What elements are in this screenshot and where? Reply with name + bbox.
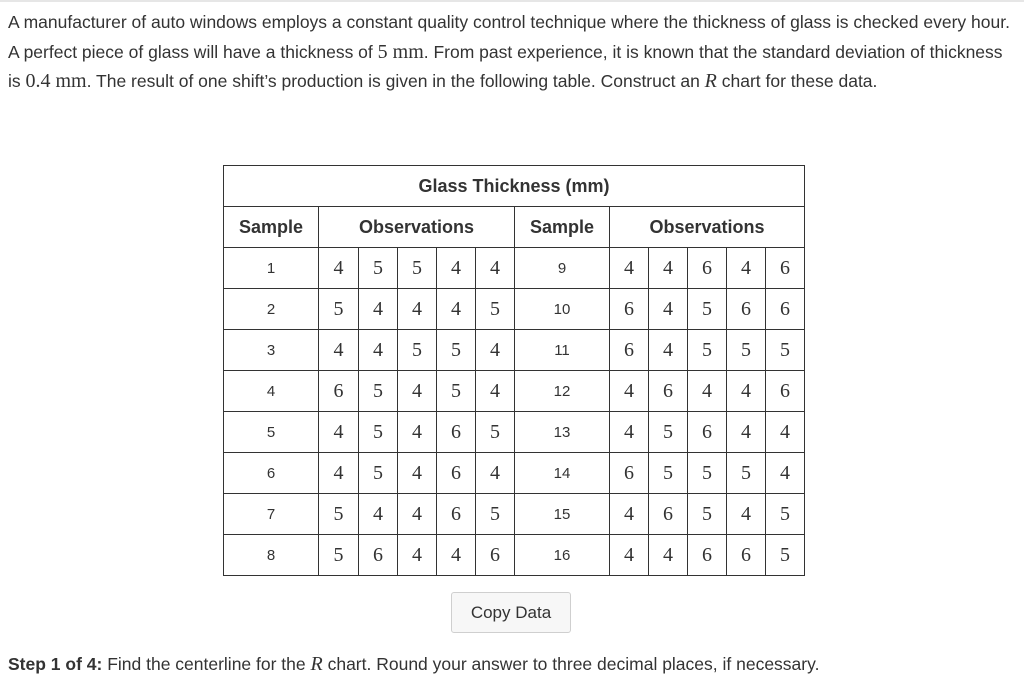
observation-cell: 6 (319, 371, 359, 412)
observation-cell: 4 (610, 371, 649, 412)
observation-cell: 4 (398, 289, 437, 330)
observation-cell: 6 (766, 289, 805, 330)
observation-cell: 4 (649, 289, 688, 330)
sample-number: 1 (224, 248, 319, 289)
table-row (224, 412, 805, 453)
observation-cell: 4 (359, 330, 398, 371)
sample-number: 14 (515, 453, 610, 494)
observation-cell: 4 (398, 371, 437, 412)
header-observations-right: Observations (610, 207, 805, 248)
observation-cell: 6 (359, 535, 398, 576)
observation-cell: 4 (398, 494, 437, 535)
observation-cell: 4 (398, 412, 437, 453)
observation-cell: 5 (359, 371, 398, 412)
observation-cell: 5 (319, 535, 359, 576)
observation-cell: 4 (766, 453, 805, 494)
step-r-symbol: R (310, 653, 323, 675)
observation-cell: 5 (359, 248, 398, 289)
table-row (224, 248, 805, 289)
observation-cell: 6 (610, 453, 649, 494)
observation-cell: 5 (649, 412, 688, 453)
observation-cell: 5 (766, 330, 805, 371)
problem-text-2: . From past experience, it is known that the standard deviation of thickness is (8, 41, 1003, 91)
thickness-value: 5 mm (377, 40, 424, 63)
observation-cell: 4 (319, 330, 359, 371)
observation-cell: 5 (398, 248, 437, 289)
sample-number: 9 (515, 248, 610, 289)
step-text-2: chart. Round your answer to three decimal places, if necessary. (322, 654, 820, 674)
observation-cell: 5 (476, 494, 515, 535)
observation-cell: 4 (319, 453, 359, 494)
observation-cell: 5 (359, 412, 398, 453)
sample-number: 10 (515, 289, 610, 330)
observation-cell: 5 (476, 412, 515, 453)
observation-cell: 4 (437, 289, 476, 330)
observation-cell: 5 (437, 330, 476, 371)
table-row (224, 330, 805, 371)
observation-cell: 6 (766, 248, 805, 289)
sample-number: 8 (224, 535, 319, 576)
table-row (224, 453, 805, 494)
std-dev-value: 0.4 mm (25, 70, 87, 92)
observation-cell: 4 (727, 412, 766, 453)
sample-number: 2 (224, 289, 319, 330)
observation-cell: 6 (766, 371, 805, 412)
step-text-1: Find the centerline for the (102, 654, 311, 674)
observation-cell: 6 (437, 412, 476, 453)
r-symbol: R (704, 70, 717, 92)
observation-cell: 6 (688, 535, 727, 576)
observation-cell: 5 (688, 330, 727, 371)
observation-cell: 4 (727, 248, 766, 289)
sample-number: 13 (515, 412, 610, 453)
observation-cell: 4 (359, 289, 398, 330)
observation-cell: 6 (476, 535, 515, 576)
observation-cell: 6 (727, 535, 766, 576)
observation-cell: 6 (610, 289, 649, 330)
observation-cell: 4 (688, 371, 727, 412)
header-observations-left: Observations (319, 207, 515, 248)
observation-cell: 5 (359, 453, 398, 494)
observation-cell: 5 (398, 330, 437, 371)
observation-cell: 4 (649, 248, 688, 289)
table-row (224, 535, 805, 576)
observation-cell: 6 (688, 248, 727, 289)
observation-cell: 5 (766, 494, 805, 535)
observation-cell: 6 (437, 494, 476, 535)
sample-number: 5 (224, 412, 319, 453)
observation-cell: 5 (727, 330, 766, 371)
problem-text-3: . The result of one shift’s production is given in the following table. Construct an (86, 71, 705, 91)
observation-cell: 4 (476, 248, 515, 289)
observation-cell: 4 (476, 371, 515, 412)
step-label: Step 1 of 4: (8, 654, 103, 674)
copy-data-button[interactable]: Copy Data (451, 592, 571, 633)
observation-cell: 4 (610, 535, 649, 576)
observation-cell: 6 (649, 371, 688, 412)
observation-cell: 5 (476, 289, 515, 330)
observation-cell: 4 (727, 371, 766, 412)
table-row (224, 289, 805, 330)
observation-cell: 6 (688, 412, 727, 453)
step-prompt (8, 650, 1018, 678)
observation-cell: 5 (727, 453, 766, 494)
problem-text-4: chart for these data. (716, 71, 878, 91)
observation-cell: 6 (610, 330, 649, 371)
observation-cell: 5 (688, 453, 727, 494)
observation-cell: 5 (437, 371, 476, 412)
observation-cell: 4 (727, 494, 766, 535)
observation-cell: 4 (610, 494, 649, 535)
top-divider (0, 0, 1024, 2)
sample-number: 7 (224, 494, 319, 535)
observation-cell: 4 (610, 248, 649, 289)
header-sample-right: Sample (515, 207, 610, 248)
observation-cell: 4 (398, 453, 437, 494)
observation-cell: 6 (649, 494, 688, 535)
observation-cell: 5 (649, 453, 688, 494)
sample-number: 12 (515, 371, 610, 412)
table-title: Glass Thickness (mm) (224, 166, 805, 207)
observation-cell: 4 (476, 330, 515, 371)
observation-cell: 5 (688, 494, 727, 535)
problem-statement (8, 8, 1018, 97)
header-sample-left: Sample (224, 207, 319, 248)
observation-cell: 6 (437, 453, 476, 494)
observation-cell: 5 (766, 535, 805, 576)
observation-cell: 5 (319, 289, 359, 330)
observation-cell: 4 (398, 535, 437, 576)
observation-cell: 4 (319, 248, 359, 289)
problem-text-1: A manufacturer of auto windows employs a constant quality control technique where the thickness of glass is checked every hour. A perfect piece of glass will have a thickness of (8, 12, 1010, 62)
observation-cell: 5 (688, 289, 727, 330)
table-row (224, 371, 805, 412)
sample-number: 4 (224, 371, 319, 412)
observation-cell: 4 (319, 412, 359, 453)
observation-cell: 4 (610, 412, 649, 453)
sample-number: 6 (224, 453, 319, 494)
observation-cell: 5 (319, 494, 359, 535)
table-row (224, 494, 805, 535)
observation-cell: 6 (727, 289, 766, 330)
observation-cell: 4 (359, 494, 398, 535)
sample-number: 11 (515, 330, 610, 371)
observation-cell: 4 (476, 453, 515, 494)
observation-cell: 4 (437, 535, 476, 576)
observation-cell: 4 (766, 412, 805, 453)
sample-number: 16 (515, 535, 610, 576)
sample-number: 3 (224, 330, 319, 371)
observation-cell: 4 (437, 248, 476, 289)
sample-number: 15 (515, 494, 610, 535)
glass-thickness-table (223, 165, 805, 576)
observation-cell: 4 (649, 330, 688, 371)
observation-cell: 4 (649, 535, 688, 576)
